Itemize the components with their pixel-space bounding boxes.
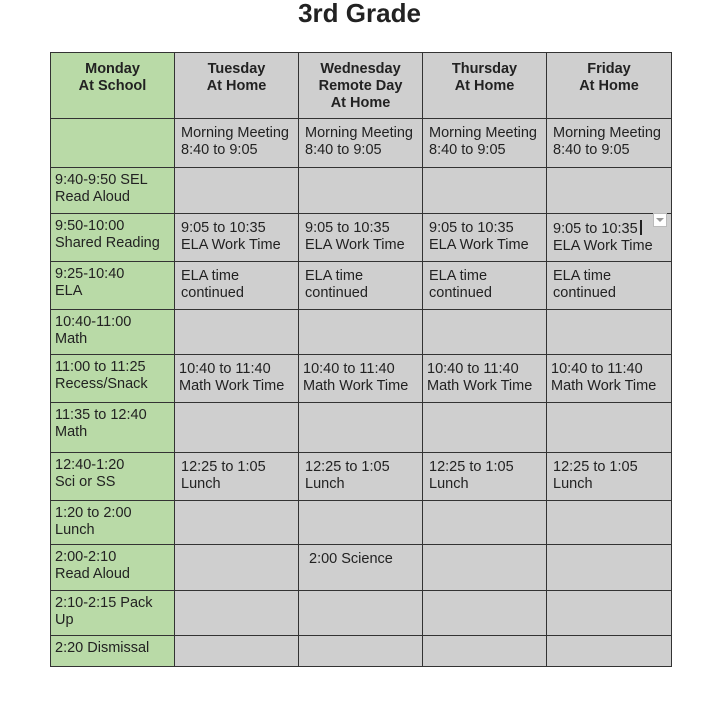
schedule-cell[interactable] bbox=[423, 119, 547, 168]
cell-text: Math bbox=[55, 331, 88, 347]
monday-cell[interactable] bbox=[51, 501, 175, 545]
schedule-cell[interactable] bbox=[175, 168, 299, 214]
schedule-cell[interactable] bbox=[175, 119, 299, 168]
header-day: Friday bbox=[587, 61, 631, 77]
schedule-cell[interactable] bbox=[423, 591, 547, 636]
cell-text: 8:40 to 9:05 bbox=[429, 142, 506, 158]
schedule-cell[interactable] bbox=[175, 501, 299, 545]
monday-cell[interactable] bbox=[51, 545, 175, 591]
cell-text: Lunch bbox=[305, 476, 345, 492]
schedule-cell[interactable] bbox=[423, 168, 547, 214]
cell-text: Math Work Time bbox=[427, 378, 533, 394]
cell-text: 10:40 to 11:40 bbox=[551, 361, 643, 377]
schedule-cell[interactable] bbox=[547, 591, 672, 636]
cell-text: 10:40 to 11:40 bbox=[179, 361, 271, 377]
schedule-cell[interactable] bbox=[299, 545, 423, 591]
schedule-cell[interactable] bbox=[547, 501, 672, 545]
cell-text: 2:00-2:10 bbox=[55, 549, 117, 565]
cell-text: Sci or SS bbox=[55, 474, 116, 490]
cell-text: 2:10-2:15 Pack bbox=[55, 595, 153, 611]
schedule-cell[interactable] bbox=[547, 310, 672, 355]
monday-cell[interactable] bbox=[51, 636, 175, 667]
header-location: At Home bbox=[330, 95, 391, 111]
cell-dropdown-icon[interactable] bbox=[653, 213, 667, 227]
table-row bbox=[51, 501, 672, 545]
schedule-cell[interactable] bbox=[423, 501, 547, 545]
schedule-cell[interactable] bbox=[175, 591, 299, 636]
cell-text: 12:40-1:20 bbox=[55, 457, 125, 473]
schedule-cell[interactable] bbox=[423, 262, 547, 310]
text-cursor bbox=[640, 220, 642, 235]
header-day: Tuesday bbox=[207, 61, 266, 77]
monday-cell[interactable] bbox=[51, 119, 175, 168]
table-row bbox=[51, 214, 672, 262]
cell-text: 10:40 to 11:40 bbox=[427, 361, 519, 377]
cell-text: 12:25 to 1:05 bbox=[181, 459, 266, 475]
cell-text: Recess/Snack bbox=[55, 376, 148, 392]
schedule-cell[interactable] bbox=[423, 545, 547, 591]
monday-cell[interactable] bbox=[51, 453, 175, 501]
cell-text: Lunch bbox=[181, 476, 221, 492]
schedule-cell[interactable] bbox=[423, 214, 547, 262]
schedule-cell[interactable] bbox=[299, 403, 423, 453]
monday-cell[interactable] bbox=[51, 403, 175, 453]
table-row bbox=[51, 310, 672, 355]
monday-cell[interactable] bbox=[51, 168, 175, 214]
monday-cell[interactable] bbox=[51, 355, 175, 403]
cell-text: 12:25 to 1:05 bbox=[553, 459, 638, 475]
table-row bbox=[51, 168, 672, 214]
cell-text: 11:00 to 11:25 bbox=[55, 359, 146, 375]
schedule-cell[interactable] bbox=[423, 453, 547, 501]
cell-text: continued bbox=[429, 285, 492, 301]
cell-text: ELA time bbox=[429, 268, 488, 284]
schedule-cell[interactable] bbox=[299, 501, 423, 545]
header-location: At School bbox=[78, 78, 147, 94]
cell-text: 9:05 to 10:35 bbox=[553, 220, 667, 238]
header-tuesday[interactable] bbox=[175, 53, 299, 119]
table-row bbox=[51, 453, 672, 501]
cell-text: ELA time bbox=[305, 268, 364, 284]
cell-text: 8:40 to 9:05 bbox=[181, 142, 258, 158]
cell-text: 9:25-10:40 bbox=[55, 266, 125, 282]
cell-text: 12:25 to 1:05 bbox=[429, 459, 514, 475]
schedule-cell[interactable] bbox=[299, 453, 423, 501]
cell-text: 1:20 to 2:00 bbox=[55, 505, 132, 521]
cell-text: Read Aloud bbox=[55, 566, 130, 582]
header-thursday[interactable] bbox=[423, 53, 547, 119]
cell-text: Morning Meeting bbox=[181, 125, 289, 141]
schedule-cell[interactable] bbox=[175, 403, 299, 453]
cell-text: Lunch bbox=[55, 522, 95, 538]
schedule-cell[interactable] bbox=[547, 119, 672, 168]
schedule-cell[interactable] bbox=[423, 310, 547, 355]
cell-text: ELA Work Time bbox=[305, 237, 405, 253]
table-row bbox=[51, 636, 672, 667]
cell-text: 12:25 to 1:05 bbox=[305, 459, 390, 475]
table-row bbox=[51, 355, 672, 403]
cell-text: Morning Meeting bbox=[305, 125, 413, 141]
schedule-cell[interactable] bbox=[547, 453, 672, 501]
monday-cell[interactable] bbox=[51, 262, 175, 310]
schedule-cell[interactable] bbox=[547, 355, 672, 403]
schedule-cell[interactable] bbox=[299, 310, 423, 355]
schedule-cell[interactable] bbox=[299, 355, 423, 403]
table-row bbox=[51, 119, 672, 168]
schedule-cell[interactable] bbox=[547, 636, 672, 667]
cell-text: 10:40-11:00 bbox=[55, 314, 132, 330]
header-day: Thursday bbox=[451, 61, 518, 77]
cell-text: 8:40 to 9:05 bbox=[553, 142, 630, 158]
header-location: At Home bbox=[579, 78, 639, 94]
monday-cell[interactable] bbox=[51, 591, 175, 636]
schedule-cell[interactable] bbox=[175, 636, 299, 667]
header-row bbox=[51, 53, 672, 119]
cell-text: Up bbox=[55, 612, 74, 628]
cell-text: 9:05 to 10:35 bbox=[429, 220, 514, 236]
cell-text: Lunch bbox=[553, 476, 593, 492]
schedule-cell[interactable] bbox=[423, 355, 547, 403]
header-day: Wednesday bbox=[320, 61, 401, 77]
cell-text: continued bbox=[553, 285, 616, 301]
cell-text: Math bbox=[55, 424, 88, 440]
cell-text: 9:05 to 10:35 bbox=[305, 220, 390, 236]
schedule-cell[interactable] bbox=[299, 262, 423, 310]
cell-text: Morning Meeting bbox=[429, 125, 537, 141]
monday-cell[interactable] bbox=[51, 310, 175, 355]
cell-text: 2:00 Science bbox=[309, 551, 393, 567]
schedule-cell[interactable] bbox=[299, 636, 423, 667]
cell-text: Read Aloud bbox=[55, 189, 130, 205]
schedule-cell[interactable] bbox=[175, 214, 299, 262]
schedule-cell[interactable] bbox=[299, 119, 423, 168]
cell-text: ELA Work Time bbox=[553, 238, 653, 254]
schedule-cell[interactable] bbox=[175, 310, 299, 355]
cell-text: 8:40 to 9:05 bbox=[305, 142, 382, 158]
cell-text: continued bbox=[181, 285, 244, 301]
schedule-cell[interactable] bbox=[423, 403, 547, 453]
cell-text: 9:40-9:50 SEL bbox=[55, 172, 148, 188]
cell-text: ELA Work Time bbox=[181, 237, 281, 253]
schedule-cell[interactable] bbox=[547, 168, 672, 214]
cell-text: Morning Meeting bbox=[553, 125, 661, 141]
schedule-cell[interactable] bbox=[299, 168, 423, 214]
cell-text: 9:05 to 10:35 bbox=[181, 220, 266, 236]
schedule-table bbox=[50, 52, 672, 667]
cell-text: 10:40 to 11:40 bbox=[303, 361, 395, 377]
table-row bbox=[51, 403, 672, 453]
cell-text: 9:50-10:00 bbox=[55, 218, 125, 234]
header-wednesday[interactable] bbox=[299, 53, 423, 119]
schedule-cell[interactable] bbox=[175, 262, 299, 310]
header-note: Remote Day bbox=[318, 78, 403, 94]
table-row bbox=[51, 545, 672, 591]
cell-text: ELA Work Time bbox=[429, 237, 529, 253]
header-monday[interactable] bbox=[51, 53, 175, 119]
schedule-cell[interactable] bbox=[547, 545, 672, 591]
table-row bbox=[51, 262, 672, 310]
cell-text: Math Work Time bbox=[303, 378, 409, 394]
cell-text: continued bbox=[305, 285, 368, 301]
cell-text: ELA time bbox=[181, 268, 240, 284]
cell-text: 11:35 to 12:40 bbox=[55, 407, 147, 423]
cell-text: Math Work Time bbox=[551, 378, 657, 394]
schedule-cell[interactable] bbox=[175, 545, 299, 591]
cell-text: Lunch bbox=[429, 476, 469, 492]
cell-text: Math Work Time bbox=[179, 378, 285, 394]
page-title: 3rd Grade bbox=[298, 0, 421, 28]
cell-text: Shared Reading bbox=[55, 235, 160, 251]
monday-cell[interactable] bbox=[51, 214, 175, 262]
cell-text: 2:20 Dismissal bbox=[55, 640, 150, 656]
header-friday[interactable] bbox=[547, 53, 672, 119]
cell-text: ELA bbox=[55, 283, 83, 299]
schedule-cell[interactable] bbox=[175, 453, 299, 501]
schedule-cell[interactable] bbox=[299, 591, 423, 636]
schedule-cell[interactable] bbox=[547, 403, 672, 453]
schedule-cell[interactable] bbox=[547, 262, 672, 310]
header-location: At Home bbox=[454, 78, 515, 94]
cell-text: ELA time bbox=[553, 268, 612, 284]
schedule-cell[interactable] bbox=[299, 214, 423, 262]
schedule-cell[interactable] bbox=[175, 355, 299, 403]
header-day: Monday bbox=[85, 61, 140, 77]
table-row bbox=[51, 591, 672, 636]
header-location: At Home bbox=[206, 78, 267, 94]
schedule-cell[interactable] bbox=[423, 636, 547, 667]
